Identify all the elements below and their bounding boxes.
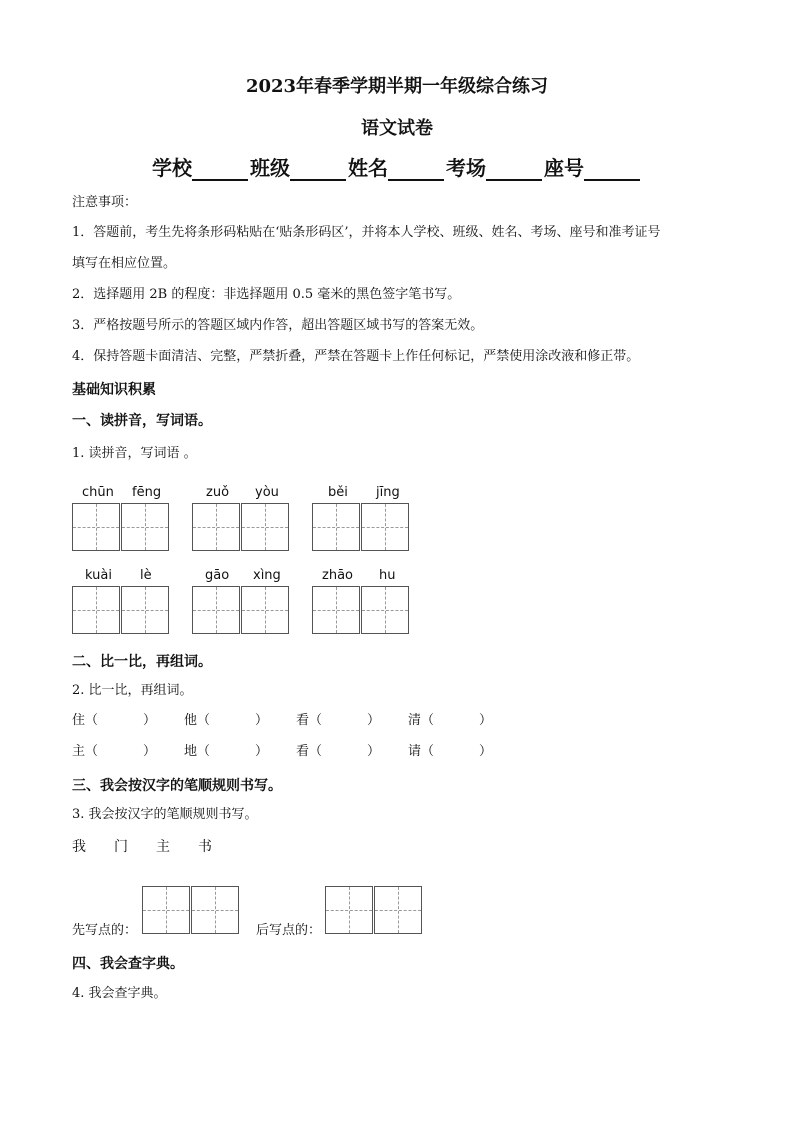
compare-item: 请（ xyxy=(408,744,435,759)
notice-item: 4．保持答题卡面清洁、完整，严禁折叠，严禁在答题卡上作任何标记，严禁使用涂改液和修正带。 xyxy=(72,349,640,364)
writing-grid-zuoyou[interactable] xyxy=(192,503,290,552)
writing-grid-first-dot[interactable] xyxy=(142,886,240,935)
compare-blank-close[interactable]: ） xyxy=(367,744,381,759)
q1-heading: 一、读拼音，写词语。 xyxy=(72,413,212,429)
pinyin-label: fēng xyxy=(132,485,162,500)
writing-grid-kuaile[interactable] xyxy=(72,586,170,635)
compare-item: 清（ xyxy=(408,713,435,728)
school-blank[interactable] xyxy=(192,159,248,181)
notice-item: 3．严格按题号所示的答题区域内作答，超出答题区域书写的答案无效。 xyxy=(72,318,484,333)
compare-item: 主（ xyxy=(72,744,99,759)
section-heading: 基础知识积累 xyxy=(72,382,156,398)
writing-grid-beijing[interactable] xyxy=(312,503,410,552)
compare-blank-close[interactable]: ） xyxy=(479,713,493,728)
stroke-char: 门 xyxy=(114,839,128,855)
q4-heading: 四、我会查字典。 xyxy=(72,956,184,972)
seat-blank[interactable] xyxy=(584,159,640,181)
pinyin-label: kuài xyxy=(85,568,112,583)
pinyin-label: zuǒ xyxy=(206,485,230,500)
q3-prompt: 3. 我会按汉字的笔顺规则书写。 xyxy=(72,807,258,822)
compare-item: 他（ xyxy=(184,713,211,728)
compare-blank-close[interactable]: ） xyxy=(255,744,269,759)
pinyin-label: xìng xyxy=(253,568,281,583)
label-last-dot: 后写点的： xyxy=(256,923,322,938)
compare-blank-close[interactable]: ） xyxy=(143,744,157,759)
notice-item: 1．答题前，考生先将条形码粘贴在‘贴条形码区’，并将本人学校、班级、姓名、考场、座号和准考证号 xyxy=(72,225,661,240)
pinyin-label: yòu xyxy=(255,485,279,500)
compare-item: 地（ xyxy=(184,744,211,759)
compare-blank-close[interactable]: ） xyxy=(479,744,493,759)
writing-grid-last-dot[interactable] xyxy=(325,886,423,935)
compare-item: 住（ xyxy=(72,713,99,728)
q1-prompt: 1. 读拼音，写词语 。 xyxy=(72,446,197,461)
name-field[interactable]: 姓名 xyxy=(348,152,446,181)
exam-room-field[interactable]: 考场 xyxy=(446,152,544,181)
compare-blank-close[interactable]: ） xyxy=(255,713,269,728)
exam-room-blank[interactable] xyxy=(486,159,542,181)
pinyin-label: zhāo xyxy=(322,568,353,583)
q2-prompt: 2. 比一比，再组词。 xyxy=(72,683,193,698)
q2-heading: 二、比一比，再组词。 xyxy=(72,654,212,670)
pinyin-label: gāo xyxy=(205,568,230,583)
stroke-char: 书 xyxy=(198,839,212,855)
notice-item: 填写在相应位置。 xyxy=(72,256,177,271)
compare-blank-close[interactable]: ） xyxy=(367,713,381,728)
page-subtitle: 语文试卷 xyxy=(361,118,433,139)
label-first-dot: 先写点的： xyxy=(72,923,138,938)
compare-item: 看（ xyxy=(296,744,323,759)
writing-grid-gaoxing[interactable] xyxy=(192,586,290,635)
seat-field[interactable]: 座号 xyxy=(544,152,642,181)
stroke-char: 我 xyxy=(72,839,86,855)
notice-item: 2．选择题用 2B 的程度：非选择题用 0.5 毫米的黑色签字笔书写。 xyxy=(72,287,461,302)
notice-heading: 注意事项： xyxy=(72,195,138,210)
pinyin-label: hu xyxy=(379,568,396,583)
writing-grid-zhaohu[interactable] xyxy=(312,586,410,635)
class-blank[interactable] xyxy=(290,159,346,181)
compare-item: 看（ xyxy=(296,713,323,728)
q3-heading: 三、我会按汉字的笔顺规则书写。 xyxy=(72,778,282,794)
name-blank[interactable] xyxy=(388,159,444,181)
class-field[interactable]: 班级 xyxy=(250,152,348,181)
pinyin-label: běi xyxy=(328,485,348,500)
compare-blank-close[interactable]: ） xyxy=(143,713,157,728)
stroke-char: 主 xyxy=(156,839,170,855)
school-field[interactable]: 学校 xyxy=(152,152,250,181)
page-title: 2023年春季学期半期一年级综合练习 xyxy=(245,76,549,97)
q4-prompt: 4. 我会查字典。 xyxy=(72,986,167,1001)
student-info-row xyxy=(0,152,794,181)
pinyin-label: lè xyxy=(140,568,152,583)
pinyin-label: chūn xyxy=(82,485,114,500)
pinyin-label: jīng xyxy=(376,485,400,500)
writing-grid-chunfeng[interactable] xyxy=(72,503,170,552)
